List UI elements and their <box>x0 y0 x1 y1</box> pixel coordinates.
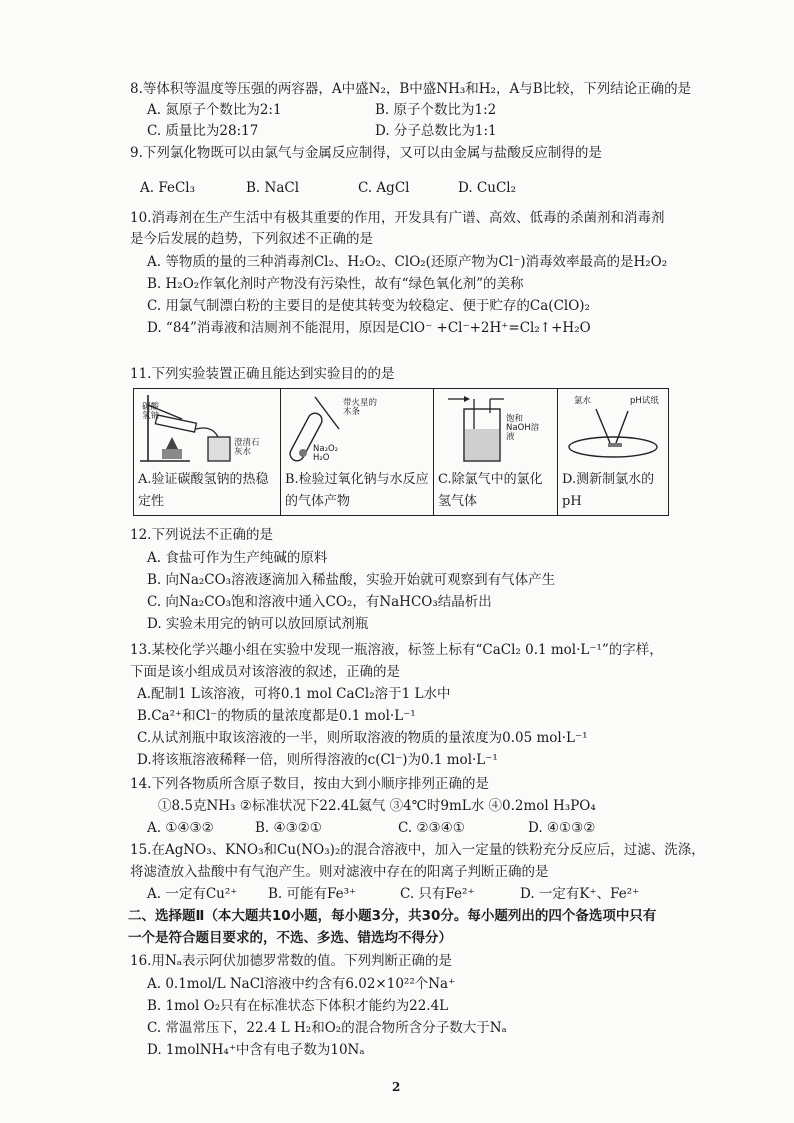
q14-option-b: B. ④③②① <box>255 820 322 836</box>
q11-option-d: D.测新制氯水的pH <box>562 472 655 509</box>
q15-option-c: C. 只有Fe²⁺ <box>400 886 475 902</box>
q8-stem: 8.等体积等温度等压强的两容器，A中盛N₂，B中盛NH₃和H₂，A与B比较，下列结论正确的是 <box>130 81 692 97</box>
ph-test-figure <box>558 389 668 467</box>
label-na2o2-h2o: Na₂O₂ H₂O <box>313 444 339 463</box>
q11-cell-c <box>434 389 558 516</box>
q14-items: ①8.5克NH₃ ②标准状况下22.4L氦气 ③4℃时9mL水 ④0.2mol H₃PO₄ <box>158 798 596 814</box>
q10-stem-line2: 是今后发展的趋势，下列叙述不正确的是 <box>130 231 373 247</box>
label-glowing-splint: 带火星的木条 <box>343 398 378 417</box>
q8-option-a: A. 氮原子个数比为2:1 <box>147 102 282 118</box>
q15-stem-line2: 将滤渣放入盐酸中有气泡产生。则对滤液中存在的阳离子判断正确的是 <box>130 864 549 880</box>
label-chlorine-water: 氯水 <box>574 396 592 406</box>
q10-option-b: B. H₂O₂作氧化剂时产物没有污染性，故有“绿色氧化剂”的美称 <box>147 276 524 292</box>
q9-option-b: B. NaCl <box>246 180 300 196</box>
q12-option-b: B. 向Na₂CO₃溶液逐滴加入稀盐酸，实验开始就可观察到有气体产生 <box>147 572 556 588</box>
q14-stem: 14.下列各物质所含原子数目，按由大到小顺序排列正确的是 <box>130 776 489 792</box>
q11-cell-a <box>134 389 281 516</box>
test-tube-figure <box>281 389 433 467</box>
q16-option-b: B. 1mol O₂只有在标准状态下体积才能约为22.4L <box>147 998 449 1014</box>
q10-stem-line1: 10.消毒剂在生产生活中有极其重要的作用，开发具有广谱、高效、低毒的杀菌剂和消毒剂 <box>130 210 665 226</box>
q11-option-c: C.除氯气中的氯化氢气体 <box>438 472 543 509</box>
q8-option-d: D. 分子总数比为1:1 <box>375 123 497 139</box>
gas-washing-bottle-figure <box>434 389 557 467</box>
q8-option-c: C. 质量比为28:17 <box>147 123 259 139</box>
q9-option-a: A. FeCl₃ <box>140 180 196 196</box>
q16-option-c: C. 常温常压下，22.4 L H₂和O₂的混合物所含分子数大于Nₐ <box>147 1020 507 1036</box>
page-number: 2 <box>392 1080 401 1094</box>
q9-option-c: C. AgCl <box>358 180 410 196</box>
label-sodium-bicarbonate: 碳酸氢钠 <box>142 402 160 421</box>
q11-option-b: B.检验过氧化钠与水反应的气体产物 <box>285 472 429 509</box>
heating-apparatus-figure <box>134 389 280 467</box>
q8-option-b: B. 原子个数比为1:2 <box>375 102 497 118</box>
q12-stem: 12.下列说法不正确的是 <box>130 527 273 543</box>
q11-stem: 11.下列实验装置正确且能达到实验目的的是 <box>130 366 395 382</box>
q14-option-d: D. ④①③② <box>528 820 596 836</box>
q9-stem: 9.下列氯化物既可以由氯气与金属反应制得，又可以由金属与盐酸反应制得的是 <box>130 145 602 161</box>
q12-option-d: D. 实验未用完的钠可以放回原试剂瓶 <box>147 616 369 632</box>
q13-option-a: A.配制1 L该溶液，可将0.1 mol CaCl₂溶于1 L水中 <box>137 686 451 702</box>
section2-heading-line2: 一个是符合题目要求的，不选、多选、错选均不得分） <box>128 930 452 946</box>
q14-option-a: A. ①④③② <box>147 820 214 836</box>
q13-option-d: D.将该瓶溶液稀释一倍，则所得溶液的c(Cl⁻)为0.1 mol·L⁻¹ <box>137 752 498 768</box>
q9-option-d: D. CuCl₂ <box>458 180 517 196</box>
q15-option-b: B. 可能有Fe³⁺ <box>268 886 357 902</box>
q13-stem-line2: 下面是该小组成员对该溶液的叙述，正确的是 <box>130 664 400 680</box>
label-saturated-naoh: 饱和NaOH溶液 <box>506 414 540 442</box>
q11-apparatus-table <box>133 388 669 516</box>
q12-option-a: A. 食盐可作为生产纯碱的原料 <box>147 550 328 566</box>
q10-option-c: C. 用氯气制漂白粉的主要目的是使其转变为较稳定、便于贮存的Ca(ClO)₂ <box>147 298 590 314</box>
q16-option-d: D. 1molNH₄⁺中含有电子数为10Nₐ <box>147 1042 365 1058</box>
label-ph-paper: pH试纸 <box>630 396 659 406</box>
q10-option-a: A. 等物质的量的三种消毒剂Cl₂、H₂O₂、ClO₂(还原产物为Cl⁻)消毒效率最高的是H₂O₂ <box>147 254 668 270</box>
q12-option-c: C. 向Na₂CO₃饱和溶液中通入CO₂，有NaHCO₃结晶析出 <box>147 594 492 610</box>
q16-option-a: A. 0.1mol/L NaCl溶液中约含有6.02×10²²个Na⁺ <box>147 976 456 992</box>
q15-option-d: D. 一定有K⁺、Fe²⁺ <box>520 886 640 902</box>
q13-stem-line1: 13.某校化学兴趣小组在实验中发现一瓶溶液，标签上标有“CaCl₂ 0.1 mol·L⁻¹”的字样， <box>130 642 663 658</box>
q13-option-b: B.Ca²⁺和Cl⁻的物质的量浓度都是0.1 mol·L⁻¹ <box>137 708 416 724</box>
q14-option-c: C. ②③④① <box>398 820 465 836</box>
section2-heading-line1: 二、选择题Ⅱ（本大题共10小题，每小题3分，共30分。每小题列出的四个备选项中只有 <box>128 908 657 924</box>
q16-stem: 16.用Nₐ表示阿伏加德罗常数的值。下列判断正确的是 <box>130 953 452 969</box>
q15-stem-line1: 15.在AgNO₃、KNO₃和Cu(NO₃)₂的混合溶液中，加入一定量的铁粉充分反应后，过滤、洗涤， <box>130 842 705 858</box>
q13-option-c: C.从试剂瓶中取该溶液的一半，则所取溶液的物质的量浓度为0.05 mol·L⁻¹ <box>137 730 588 746</box>
q11-cell-d <box>558 389 669 516</box>
label-limewater: 澄清石灰水 <box>234 438 260 457</box>
q11-option-a: A.验证碳酸氢钠的热稳定性 <box>138 472 269 509</box>
q10-option-d: D. “84”消毒液和洁厕剂不能混用，原因是ClO⁻ +Cl⁻+2H⁺=Cl₂↑+H₂O <box>147 320 591 336</box>
q15-option-a: A. 一定有Cu²⁺ <box>147 886 238 902</box>
q11-cell-b <box>281 389 434 516</box>
